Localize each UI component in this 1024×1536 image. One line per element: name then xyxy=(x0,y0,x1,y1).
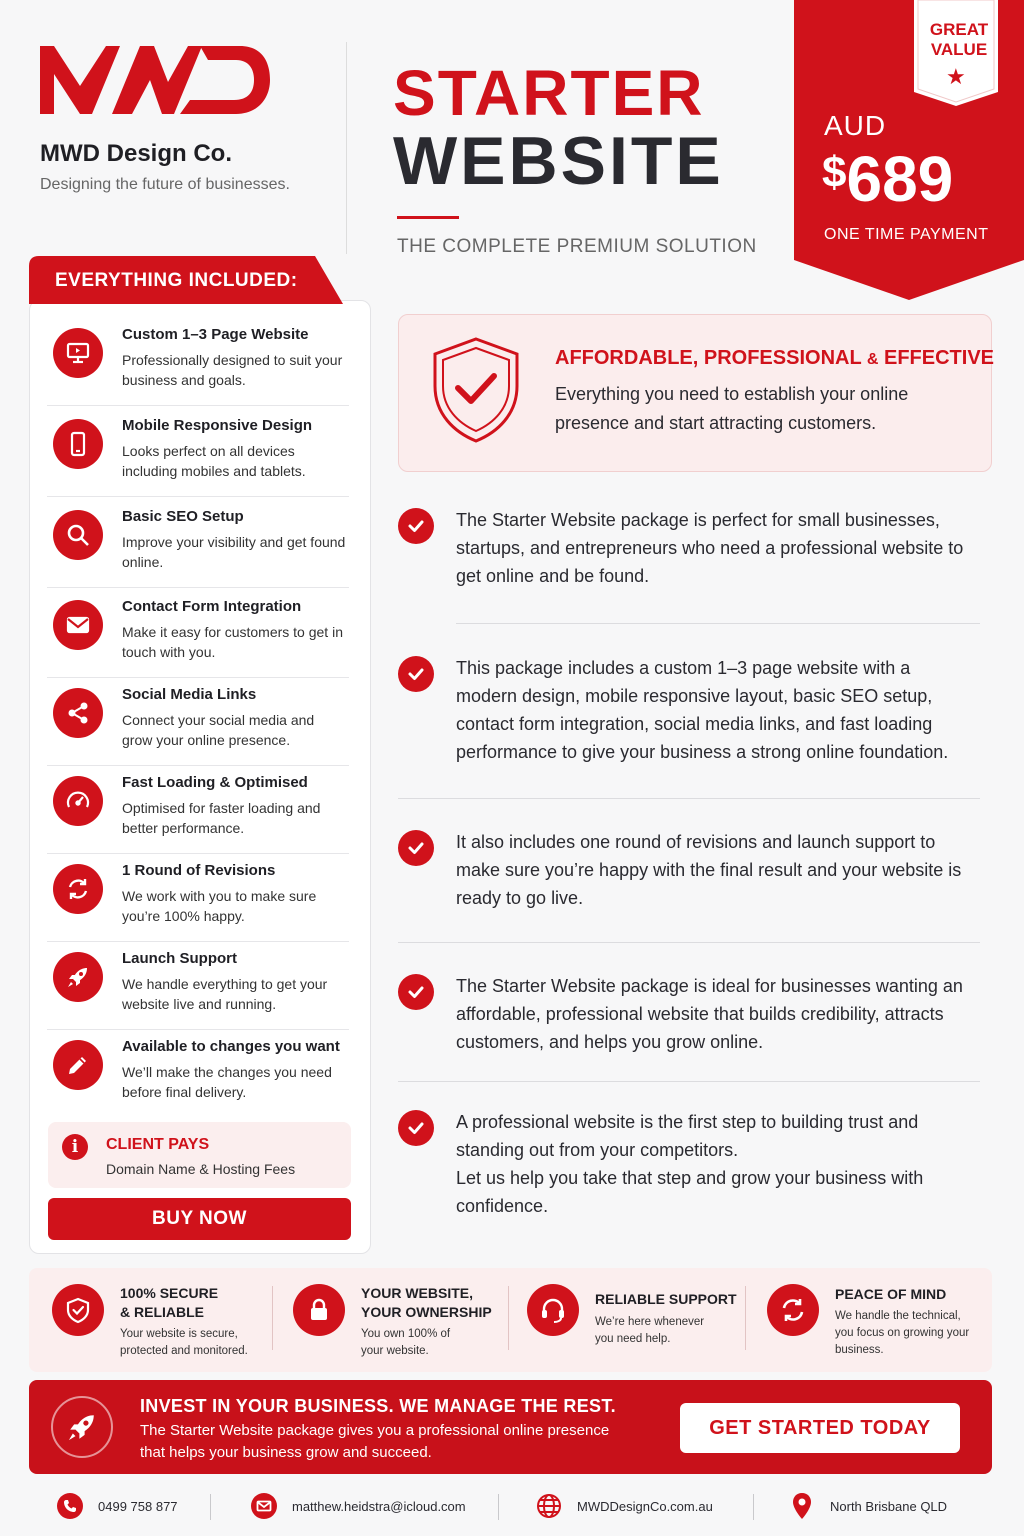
feature-item xyxy=(47,678,349,766)
benefit-desc: Your website is secure, protected and monitored. xyxy=(120,1328,248,1357)
mobile-icon xyxy=(53,419,103,469)
feature-desc: Make it easy for customers to get in touch with you. xyxy=(122,624,343,660)
lock-icon xyxy=(293,1284,345,1336)
highlight-title-amp: & xyxy=(866,351,879,368)
rocket-icon xyxy=(53,952,103,1002)
shield-check-icon xyxy=(430,336,522,449)
benefit-title: RELIABLE SUPPORT xyxy=(595,1291,737,1307)
paragraph-text: It also includes one round of revisions and launch support to make sure you’re happy with the final result and your website is ready to go live. xyxy=(456,832,962,908)
feature-title: Mobile Responsive Design xyxy=(122,417,313,434)
pencil-icon xyxy=(53,1040,103,1090)
headset-icon xyxy=(527,1284,579,1336)
contact-location xyxy=(788,1492,947,1520)
benefit-title xyxy=(361,1284,521,1322)
footer-divider xyxy=(498,1494,499,1520)
highlight-title-part2: EFFECTIVE xyxy=(884,347,995,369)
benefit-title-line1: YOUR WEBSITE, xyxy=(361,1285,474,1301)
share-icon xyxy=(53,688,103,738)
feature-desc: We work with you to make sure you’re 100% happy. xyxy=(122,888,317,924)
feature-title: Basic SEO Setup xyxy=(122,508,244,525)
search-icon xyxy=(53,510,103,560)
feature-title: Available to changes you want xyxy=(122,1038,340,1055)
company-name: MWD Design Co. xyxy=(40,140,232,167)
benefit-divider xyxy=(272,1286,273,1350)
phone-icon xyxy=(56,1492,84,1520)
map-pin-icon xyxy=(788,1492,816,1520)
company-tagline: Designing the future of businesses. xyxy=(40,176,290,193)
highlight-desc: Everything you need to establish your online presence and start attracting customers. xyxy=(555,384,909,433)
benefit-title: PEACE OF MIND xyxy=(835,1286,947,1302)
feature-title: Fast Loading & Optimised xyxy=(122,774,308,791)
divider xyxy=(398,942,980,943)
check-icon xyxy=(398,830,434,866)
paragraph-line: A professional website is the first step to building trust and standing out from your competitors. xyxy=(456,1112,919,1160)
contact-phone[interactable] xyxy=(56,1492,178,1520)
paragraph-text: The Starter Website package is ideal for businesses wanting an affordable, professional website that builds credibility, attracts customers, and helps you grow online. xyxy=(456,976,963,1052)
buy-now-button[interactable]: BUY NOW xyxy=(48,1198,351,1240)
feature-desc: We’ll make the changes you need before final delivery. xyxy=(122,1064,332,1100)
feature-desc: Professionally designed to suit your business and goals. xyxy=(122,352,343,388)
paragraph-text: This package includes a custom 1–3 page website with a modern design, mobile responsive layout, basic SEO setup, contact form integration, social media links, and fast loading performance to give your business a strong online foundation. xyxy=(456,658,949,762)
paragraph-text: The Starter Website package is perfect for small businesses, startups, and entrepreneurs who need a professional website to get online and be found. xyxy=(456,510,964,586)
envelope-icon xyxy=(53,600,103,650)
feature-item xyxy=(47,766,349,854)
feature-desc: We handle everything to get your website live and running. xyxy=(122,976,328,1012)
benefit-title-line2: YOUR OWNERSHIP xyxy=(361,1304,492,1320)
rocket-icon xyxy=(51,1396,113,1458)
check-icon xyxy=(398,508,434,544)
benefit-desc: You own 100% of your website. xyxy=(361,1328,451,1357)
paragraph-text xyxy=(456,1108,976,1220)
benefit-title xyxy=(120,1284,280,1322)
divider xyxy=(398,798,980,799)
benefit-desc: We handle the technical, you focus on growing your business. xyxy=(835,1310,970,1356)
check-icon xyxy=(398,1110,434,1146)
monitor-icon xyxy=(53,328,103,378)
feature-desc: Looks perfect on all devices including mobiles and tablets. xyxy=(122,443,306,479)
feature-item xyxy=(47,942,349,1030)
price-value: 689 xyxy=(846,143,954,215)
brand-logo xyxy=(40,40,270,114)
divider xyxy=(456,623,980,624)
cta-desc: The Starter Website package gives you a professional online presence that helps your business grow and succeed. xyxy=(140,1422,610,1461)
feature-item xyxy=(47,500,349,588)
check-icon xyxy=(398,974,434,1010)
sync-icon xyxy=(767,1284,819,1336)
feature-item xyxy=(47,590,349,678)
benefit-title-line2: & RELIABLE xyxy=(120,1304,204,1320)
highlight-title xyxy=(555,347,994,370)
benefit-desc: We’re here whenever you need help. xyxy=(595,1316,705,1345)
client-pays-desc: Domain Name & Hosting Fees xyxy=(106,1161,296,1177)
refresh-icon xyxy=(53,864,103,914)
globe-icon xyxy=(535,1492,563,1520)
benefit-divider xyxy=(745,1286,746,1350)
package-title-line2: WEBSITE xyxy=(393,123,724,199)
email-address: matthew.heidstra@icloud.com xyxy=(292,1498,466,1514)
divider xyxy=(398,1081,980,1082)
check-icon xyxy=(398,656,434,692)
feature-item xyxy=(47,409,349,497)
email-icon xyxy=(250,1492,278,1520)
title-underline xyxy=(397,216,459,219)
feature-desc: Connect your social media and grow your online presence. xyxy=(122,712,315,748)
paragraph-line: Let us help you take that step and grow your business with confidence. xyxy=(456,1168,924,1216)
feature-item xyxy=(47,1030,349,1118)
footer-divider xyxy=(210,1494,211,1520)
client-pays-title: CLIENT PAYS xyxy=(106,1136,210,1153)
price-symbol: $ xyxy=(822,148,847,197)
contact-email[interactable] xyxy=(250,1492,466,1520)
payment-note: ONE TIME PAYMENT xyxy=(824,226,989,243)
client-pays-box xyxy=(48,1122,351,1188)
feature-desc: Optimised for faster loading and better performance. xyxy=(122,800,321,836)
location-text: North Brisbane QLD xyxy=(830,1498,948,1514)
highlight-title-part1: AFFORDABLE, PROFESSIONAL xyxy=(555,347,862,369)
get-started-button[interactable]: GET STARTED TODAY xyxy=(680,1403,960,1453)
benefit-divider xyxy=(508,1286,509,1350)
feature-item xyxy=(47,318,349,406)
footer-divider xyxy=(753,1494,754,1520)
feature-item xyxy=(47,854,349,942)
phone-number: 0499 758 877 xyxy=(98,1498,178,1514)
badge-line2: VALUE xyxy=(930,40,988,59)
feature-desc: Improve your visibility and get found online. xyxy=(122,534,346,570)
package-title-line1: STARTER xyxy=(393,57,705,129)
shield-icon xyxy=(52,1284,104,1336)
benefit-title-line1: 100% SECURE xyxy=(120,1285,219,1301)
contact-website[interactable] xyxy=(535,1492,713,1520)
header-divider xyxy=(346,42,347,254)
price-amount xyxy=(822,142,953,216)
great-value-badge xyxy=(920,20,998,60)
price-currency: AUD xyxy=(824,110,887,141)
included-heading: EVERYTHING INCLUDED: xyxy=(55,270,298,291)
star-icon: ★ xyxy=(946,64,966,89)
info-icon: i xyxy=(62,1134,88,1160)
website-url: MWDDesignCo.com.au xyxy=(577,1498,713,1514)
badge-line1: GREAT xyxy=(929,20,989,39)
package-subtitle: THE COMPLETE PREMIUM SOLUTION xyxy=(397,236,757,257)
feature-title: 1 Round of Revisions xyxy=(122,862,276,879)
feature-title: Launch Support xyxy=(122,950,237,967)
speedometer-icon xyxy=(53,776,103,826)
feature-title: Custom 1–3 Page Website xyxy=(122,326,309,343)
feature-title: Contact Form Integration xyxy=(122,598,302,615)
cta-title: INVEST IN YOUR BUSINESS. WE MANAGE THE REST. xyxy=(140,1396,616,1416)
feature-title: Social Media Links xyxy=(122,686,257,703)
